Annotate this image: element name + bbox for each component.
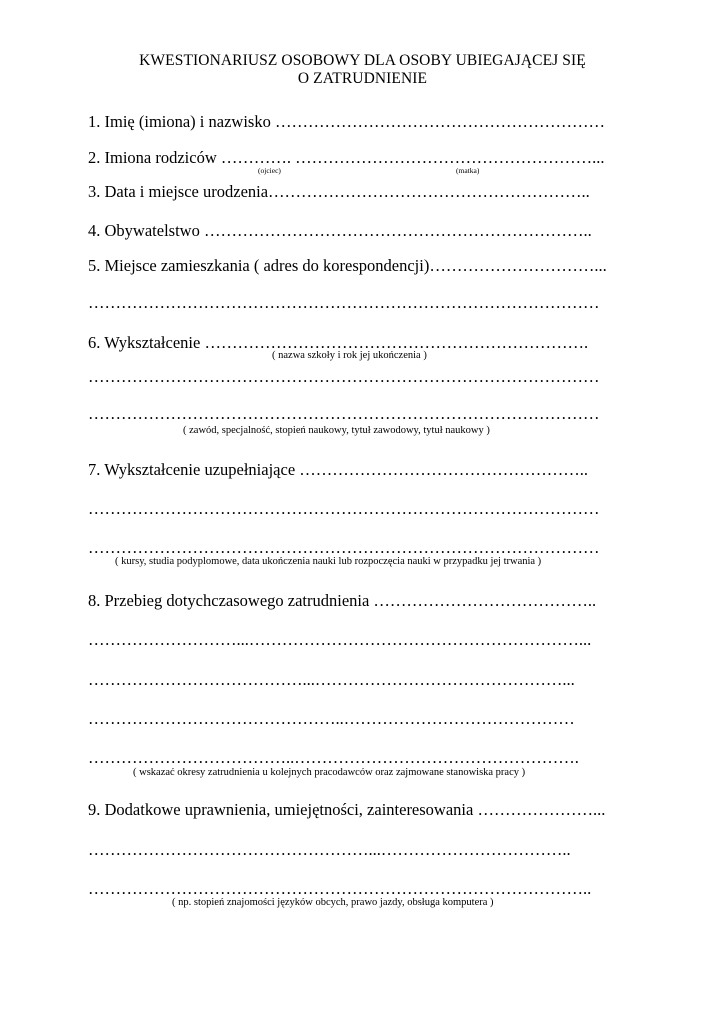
field-employment-line2[interactable]: ………………………...……………………………………………………... <box>88 630 592 649</box>
field-employment-line3[interactable]: …………………………………...………………………………………... <box>88 670 575 689</box>
field-education-line2[interactable]: ………………………………………………………………………………… <box>88 367 600 386</box>
field-employment-line4[interactable]: ………………………………………..…………………………………… <box>88 709 575 728</box>
field-employment-line5[interactable]: ………………………………..……………………………………………. <box>88 748 579 767</box>
field-additional-education[interactable]: 7. Wykształcenie uzupełniające …………………………………………….. <box>88 460 589 479</box>
hint-education-profession: ( zawód, specjalność, stopień naukowy, tytuł zawodowy, tytuł naukowy ) <box>183 425 490 436</box>
hint-education-school: ( nazwa szkoły i rok jej ukończenia ) <box>272 350 427 361</box>
form-title-line2: O ZATRUDNIENIE <box>297 70 428 87</box>
hint-father: (ojciec) <box>258 166 281 175</box>
field-citizenship[interactable]: 4. Obywatelstwo …………………………………………………………….. <box>88 221 592 240</box>
hint-additional-education: ( kursy, studia podyplomowe, data ukończenia nauki lub rozpoczęcia nauki w przypadku jej trwania ) <box>115 556 542 567</box>
form-title-line1: KWESTIONARIUSZ OSOBOWY DLA OSOBY UBIEGAJĄCEJ SIĘ <box>139 52 586 69</box>
hint-additional-skills: ( np. stopień znajomości języków obcych, prawo jazdy, obsługa komputera ) <box>172 897 494 908</box>
field-address[interactable]: 5. Miejsce zamieszkania ( adres do korespondencji)…………………………... <box>88 256 607 275</box>
field-birth-date-place[interactable]: 3. Data i miejsce urodzenia………………………………………………….. <box>88 182 590 201</box>
field-education-line3[interactable]: ………………………………………………………………………………… <box>88 404 600 423</box>
field-additional-skills-line3[interactable]: ……………………………………………………………………………….. <box>88 879 592 898</box>
field-employment-history[interactable]: 8. Przebieg dotychczasowego zatrudnienia ………………………………….. <box>88 591 597 610</box>
field-address-line2[interactable]: ………………………………………………………………………………… <box>88 293 600 312</box>
field-additional-education-line3[interactable]: ………………………………………………………………………………… <box>88 538 600 557</box>
field-additional-education-line2[interactable]: ………………………………………………………………………………… <box>88 499 600 518</box>
hint-employment: ( wskazać okresy zatrudnienia u kolejnych pracodawców oraz zajmowane stanowiska pracy ) <box>133 767 526 778</box>
field-full-name[interactable]: 1. Imię (imiona) i nazwisko …………………………………………………… <box>88 112 605 131</box>
field-parents-names[interactable]: 2. Imiona rodziców …………. ………………………………………………... <box>88 148 605 167</box>
field-additional-skills[interactable]: 9. Dodatkowe uprawnienia, umiejętności, zainteresowania …………………... <box>88 800 606 819</box>
field-education[interactable]: 6. Wykształcenie ……………………………………………………………. <box>88 333 589 352</box>
hint-mother: (matka) <box>456 166 480 175</box>
field-additional-skills-line2[interactable]: ……………………………………………...…………………………….. <box>88 840 571 859</box>
